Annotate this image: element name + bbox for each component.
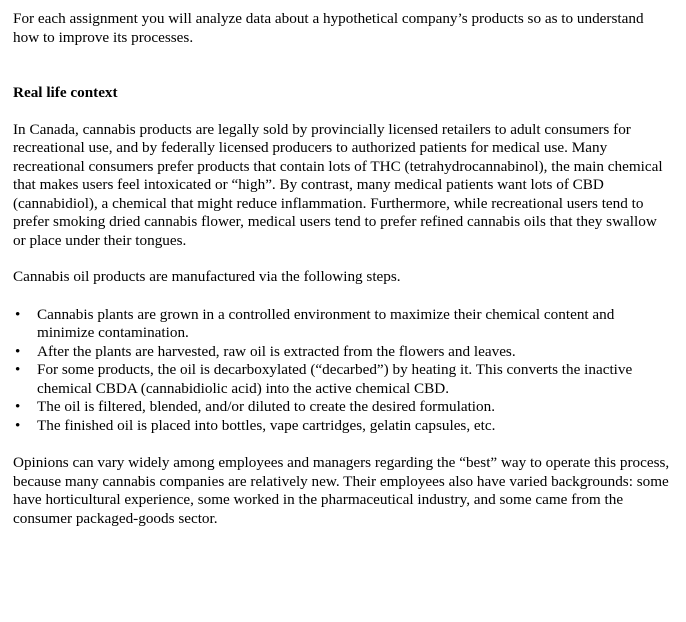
- bullet-icon: •: [15, 416, 21, 434]
- intro-paragraph: For each assignment you will analyze data about a hypothetical company’s products so as to understand how to improve its processes.: [13, 10, 644, 46]
- section-heading: Real life context: [13, 84, 118, 101]
- bullet-icon: •: [15, 342, 21, 360]
- list-item: [13, 343, 673, 362]
- list-item: [13, 306, 673, 343]
- list-item: [13, 398, 673, 417]
- process-steps-list: [13, 306, 673, 436]
- list-item-text: Cannabis plants are grown in a controlled environment to maximize their chemical content and minimize contamination.: [37, 305, 615, 341]
- list-item-text: The finished oil is placed into bottles, vape cartridges, gelatin capsules, etc.: [37, 416, 496, 434]
- opinions-paragraph: Opinions can vary widely among employees and managers regarding the “best” way to operate this process, because many cannabis companies are relatively new. Their employees also have varied backgrounds: some have horticultural experience, some worked in the pharmaceutical industry, and some came from the consumer packaged-goods sector.: [13, 454, 670, 527]
- bullet-icon: •: [15, 361, 21, 378]
- context-paragraph: In Canada, cannabis products are legally sold by provincially licensed retailers to adult consumers for recreational use, and by federally licensed producers to authorized patients for medical use. Many recreational consumers prefer products that contain lots of THC (tetrahydrocannabinol), the main chemical that makes users feel intoxicated or “high”. By contrast, many medical patients want lots of CBD (cannabidiol), a chemical that might reduce inflammation. Furthermore, while recreational users tend to prefer smoking dried cannabis flower, medical users tend to prefer refined cannabis oils that they swallow or place under their tongues.: [13, 120, 663, 249]
- list-item: [13, 361, 673, 398]
- list-item-text: After the plants are harvested, raw oil is extracted from the flowers and leaves.: [37, 342, 516, 360]
- list-item-text: For some products, the oil is decarboxylated (“decarbed”) by heating it. This converts the inactive chemical CBDA (cannabidiolic acid) into the active chemical CBD.: [37, 361, 633, 397]
- bullet-icon: •: [15, 305, 21, 323]
- bullet-icon: •: [15, 398, 21, 415]
- document-page: [13, 10, 673, 546]
- list-item-text: The oil is filtered, blended, and/or diluted to create the desired formulation.: [37, 398, 496, 415]
- list-item: [13, 417, 673, 436]
- steps-intro-paragraph: Cannabis oil products are manufactured via the following steps.: [13, 268, 401, 285]
